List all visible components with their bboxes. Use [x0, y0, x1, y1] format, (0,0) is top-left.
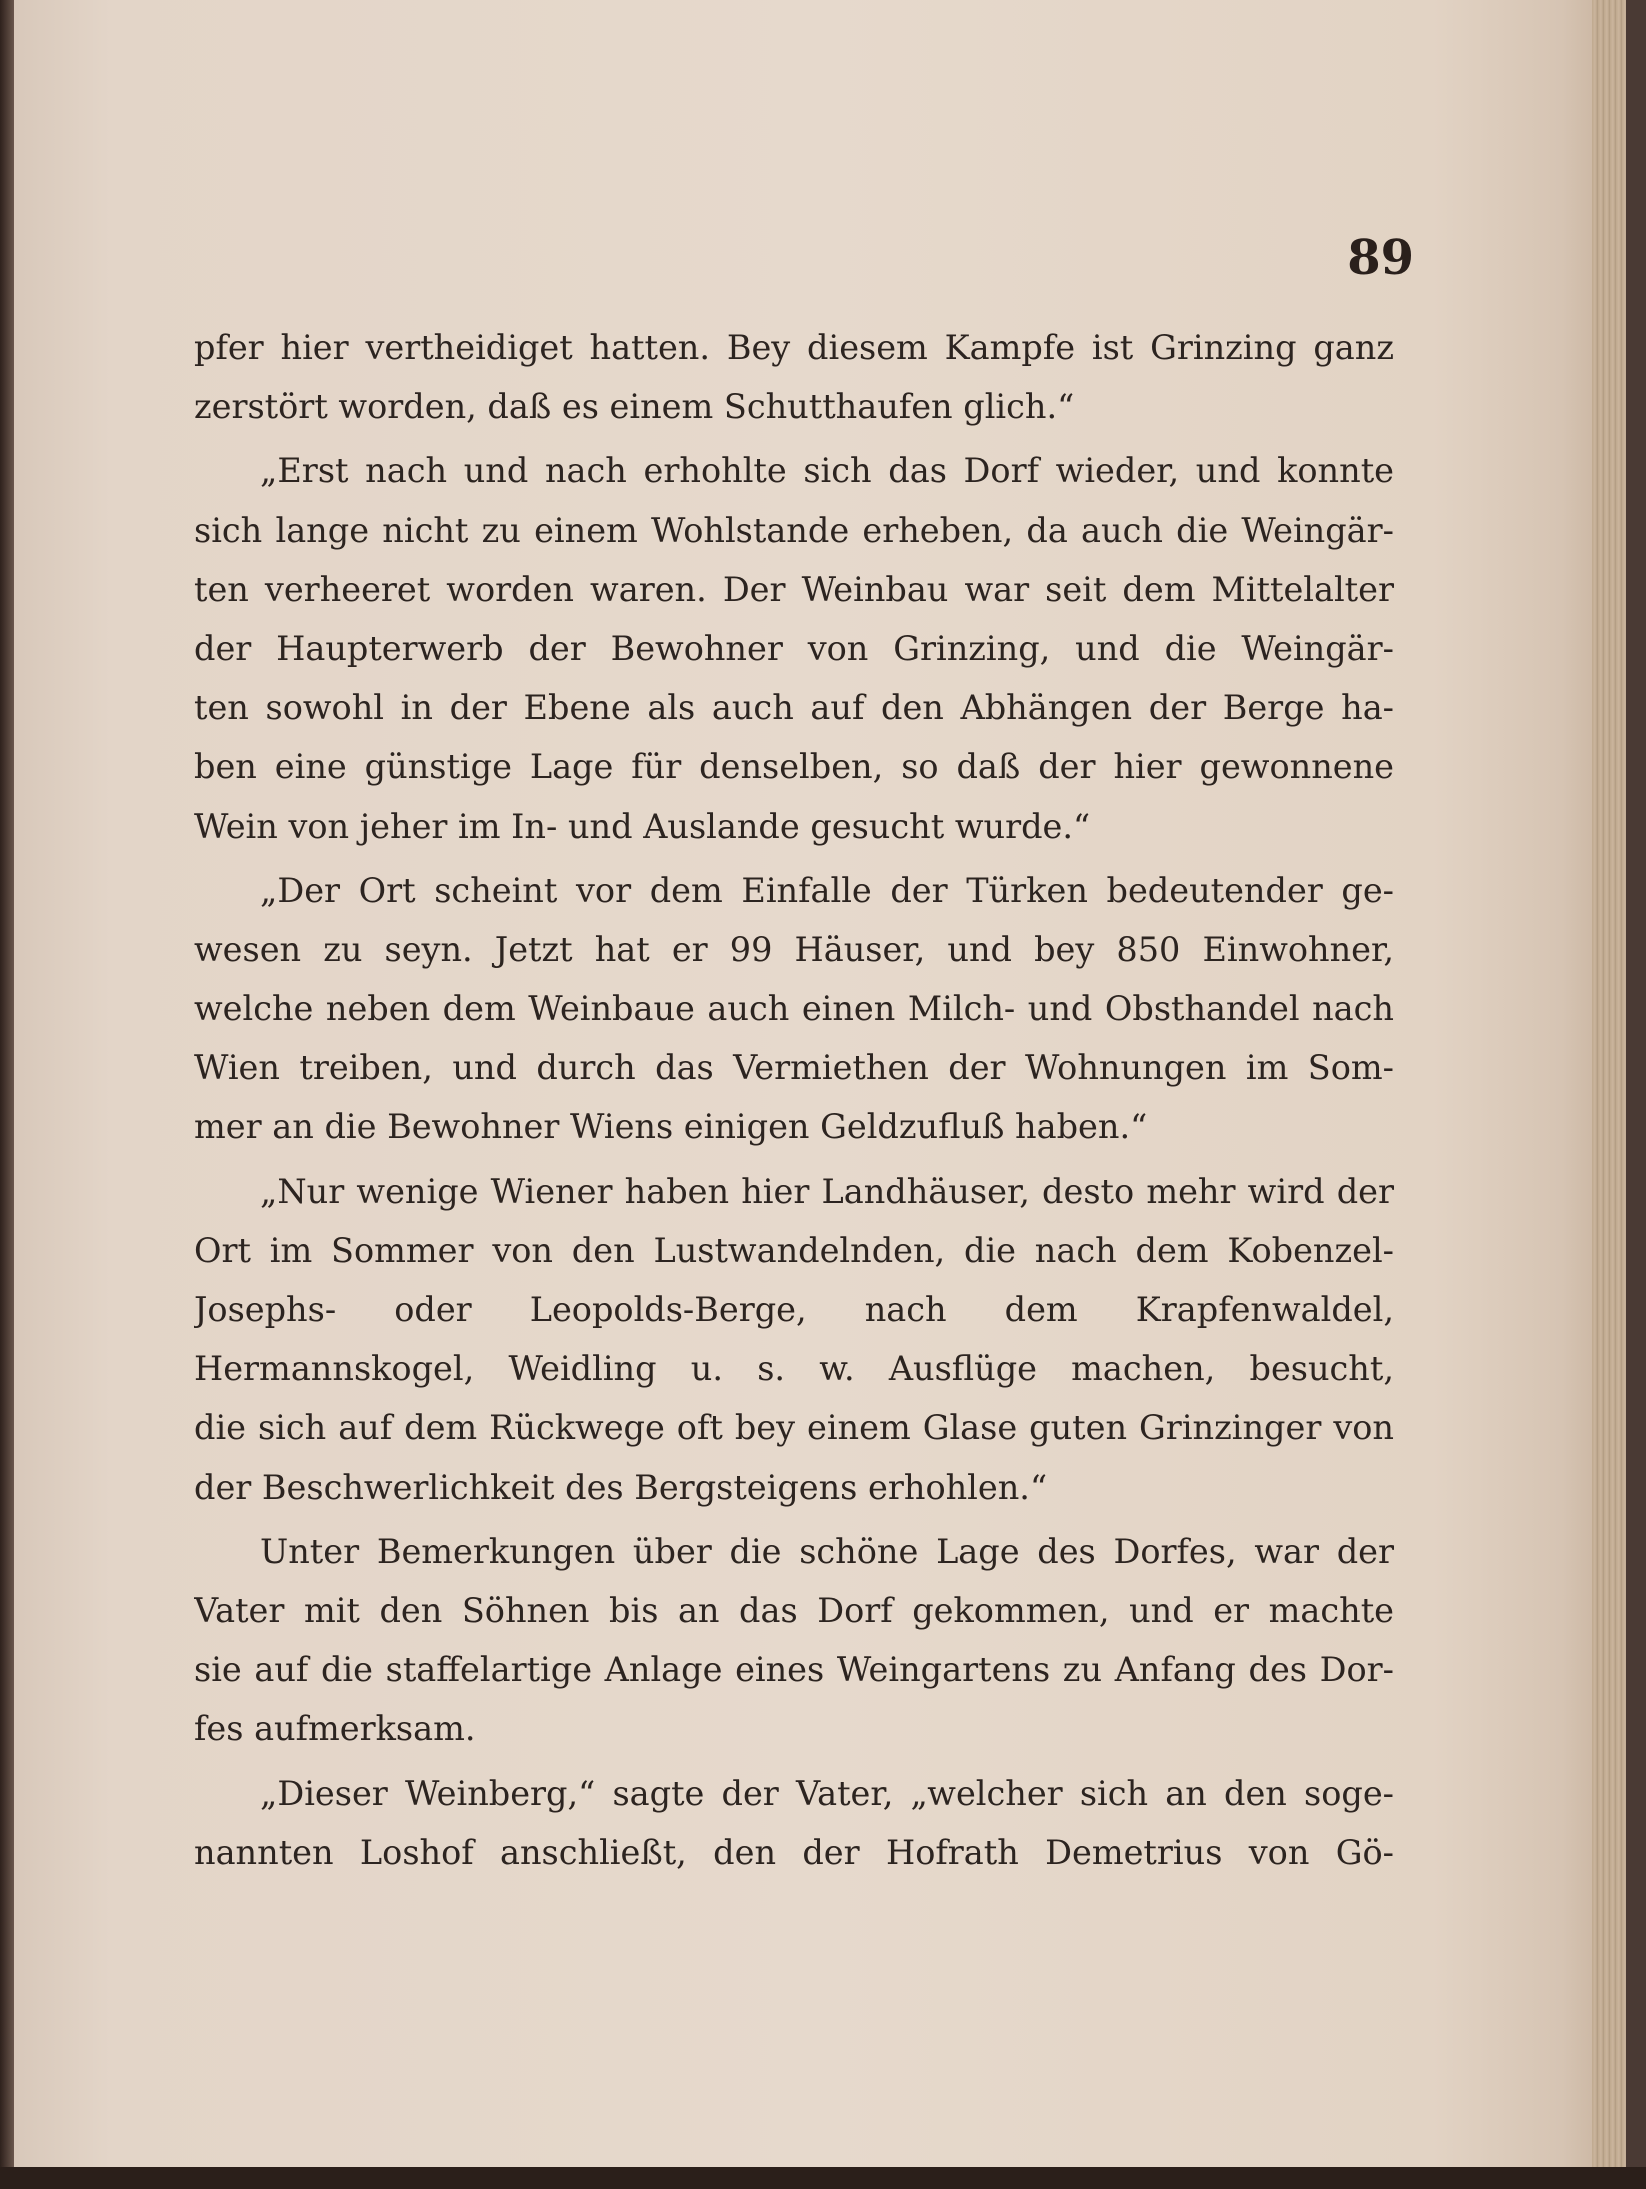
text-line: ben eine günstige Lage für denselben, so daß der hier gewonnene	[194, 747, 1394, 787]
page-number: 89	[1347, 230, 1414, 286]
page-stack-edge	[1592, 0, 1626, 2167]
text-line: „Nur wenige Wiener haben hier Landhäuser, desto mehr wird der	[260, 1171, 1394, 1211]
text-line: Ort im Sommer von den Lustwandelnden, die nach dem Kobenzel-	[194, 1230, 1394, 1270]
book-page	[14, 0, 1626, 2167]
text-line: Josephs- oder Leopolds-Berge, nach dem Krapfenwaldel,	[194, 1290, 1394, 1329]
text-line: Wein von jeher im In- und Auslande gesucht wurde.“	[194, 806, 1091, 846]
body-text	[194, 318, 1394, 1882]
text-line: nannten Loshof anschließt, den der Hofrath Demetrius von Gö-	[194, 1832, 1394, 1872]
text-line: mer an die Bewohner Wiens einigen Geldzufluß haben.“	[194, 1107, 1148, 1147]
text-line: fes aufmerksam.	[194, 1709, 476, 1749]
text-line: sich lange nicht zu einem Wohlstande erheben, da auch die Weingär-	[194, 510, 1394, 550]
text-line: pfer hier vertheidiget hatten. Bey diesem Kampfe ist Grinzing ganz	[194, 328, 1394, 367]
text-line: welche neben dem Weinbaue auch einen Milch- und Obsthandel nach	[194, 989, 1394, 1029]
text-line: „Der Ort scheint vor dem Einfalle der Türken bedeutender ge-	[260, 870, 1394, 910]
text-line: die sich auf dem Rückwege oft bey einem Glase guten Grinzinger von	[194, 1408, 1394, 1448]
text-line: der Beschwerlichkeit des Bergsteigens erhohlen.“	[194, 1467, 1048, 1507]
text-line: Wien treiben, und durch das Vermiethen der Wohnungen im Som-	[194, 1048, 1394, 1088]
text-line: Hermannskogel, Weidling u. s. w. Ausflüge machen, besucht,	[194, 1349, 1394, 1389]
text-line: „Erst nach und nach erhohlte sich das Dorf wieder, und konnte	[260, 451, 1394, 491]
text-line: Vater mit den Söhnen bis an das Dorf gekommen, und er machte	[194, 1590, 1394, 1630]
scan-bottom-edge	[0, 2167, 1646, 2189]
text-line: Unter Bemerkungen über die schöne Lage des Dorfes, war der	[260, 1531, 1394, 1571]
text-line: wesen zu seyn. Jetzt hat er 99 Häuser, und bey 850 Einwohner,	[194, 929, 1394, 969]
text-line: zerstört worden, daß es einem Schutthaufen glich.“	[194, 387, 1075, 427]
text-line: der Haupterwerb der Bewohner von Grinzing, und die Weingär-	[194, 628, 1394, 668]
text-line: ten verheeret worden waren. Der Weinbau war seit dem Mittelalter	[194, 569, 1394, 609]
text-line: „Dieser Weinberg,“ sagte der Vater, „welcher sich an den soge-	[260, 1773, 1394, 1813]
text-line: sie auf die staffelartige Anlage eines Weingartens zu Anfang des Dor-	[194, 1650, 1394, 1690]
book-spine-edge	[0, 0, 14, 2189]
text-line: ten sowohl in der Ebene als auch auf den Abhängen der Berge ha-	[194, 688, 1394, 728]
